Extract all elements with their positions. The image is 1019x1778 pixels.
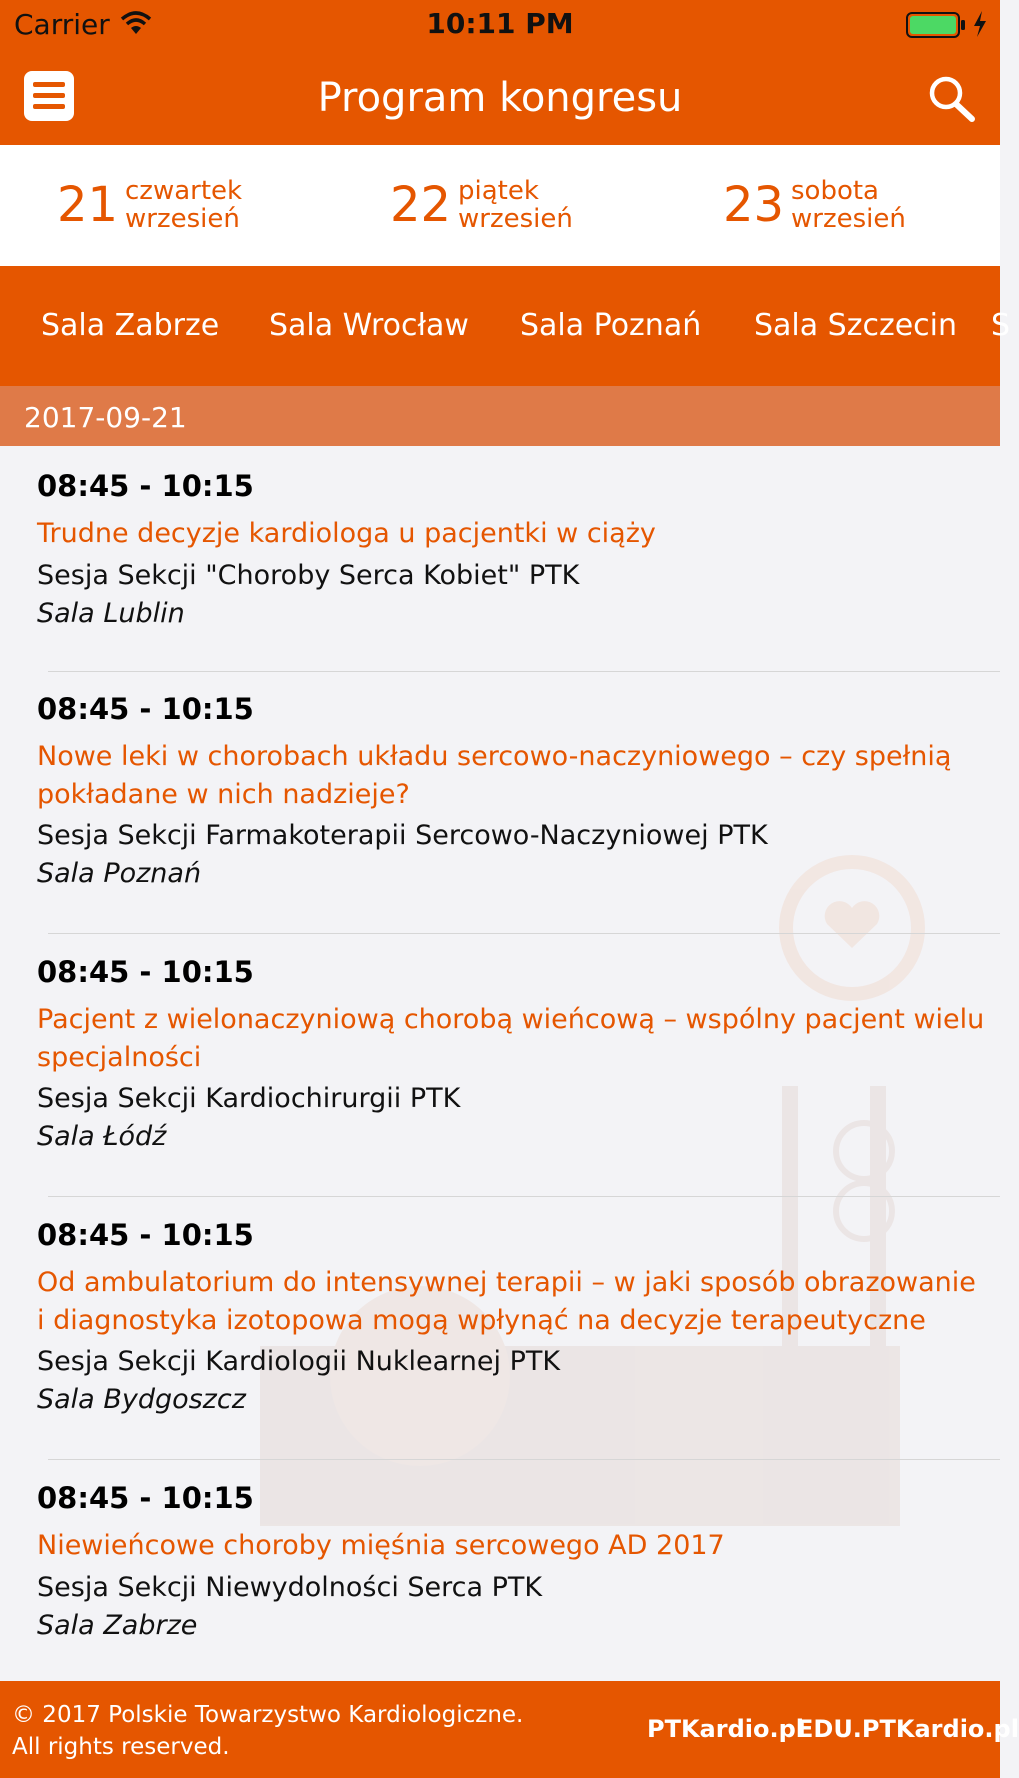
session-title: Nowe leki w chorobach układu sercowo-naczyniowego – czy spełnią pokładane w nich nadzieje? [37,741,952,810]
copyright-line: © 2017 Polskie Towarzystwo Kardiologiczne. [12,1702,524,1728]
edu-ptkardio-link[interactable]: EDU.PTKardio.pl [797,1715,1019,1743]
session-section: Sesja Sekcji Kardiologii Nuklearnej PTK [37,1346,561,1377]
list-item[interactable] [0,672,1000,934]
session-room: Sala Zabrze [37,1610,198,1641]
section-date-header [0,386,1000,446]
rights-line: All rights reserved. [12,1734,230,1760]
session-section: Sesja Sekcji "Choroby Serca Kobiet" PTK [37,560,580,591]
date-month: wrzesień [458,204,573,234]
list-item[interactable] [0,934,1000,1197]
date-weekday: czwartek [125,176,243,206]
search-icon[interactable] [926,74,976,124]
date-month: wrzesień [125,204,240,234]
date-month: wrzesień [791,204,906,234]
session-list[interactable] [0,446,1000,1681]
session-title: Trudne decyzje kardiologa u pacjentki w ciąży [37,518,656,549]
date-number: 21 [57,177,119,233]
session-section: Sesja Sekcji Farmakoterapii Sercowo-Naczyniowej PTK [37,820,768,851]
session-room: Sala Łódź [37,1121,167,1152]
session-time: 08:45 - 10:15 [37,469,254,503]
status-bar [0,0,1000,50]
room-tabs[interactable] [0,266,1011,386]
footer-copyright [12,1699,523,1763]
session-time: 08:45 - 10:15 [37,692,254,726]
session-time: 08:45 - 10:15 [37,1218,254,1252]
section-date: 2017-09-21 [24,401,187,434]
date-selector [0,145,1000,266]
session-room: Sala Lublin [37,598,185,629]
tab-sala-poznan[interactable]: Sala Poznań [520,308,702,343]
carrier-label: Carrier [14,8,110,41]
tab-next-room[interactable]: S [991,308,1011,343]
date-number: 23 [723,177,785,233]
charging-bolt-icon [972,10,988,42]
list-item[interactable] [0,446,1000,672]
ptkardio-link[interactable]: PTKardio.pl [647,1715,805,1743]
status-time: 10:11 PM [426,7,574,40]
tab-sala-wroclaw[interactable]: Sala Wrocław [269,308,469,343]
session-title: Od ambulatorium do intensywnej terapii – w jaki sposób obrazowanie i diagnostyka izotopowa mogą wpłynąć na decyzje terapeutyczne [37,1267,976,1336]
list-item[interactable] [0,1460,1000,1681]
session-title: Pacjent z wielonaczyniową chorobą wieńcową – wspólny pacjent wielu specjalności [37,1004,985,1073]
footer [0,1681,1019,1778]
date-item-22[interactable] [390,175,620,235]
tab-sala-szczecin[interactable]: Sala Szczecin [754,308,958,343]
list-item[interactable] [0,1197,1000,1460]
session-section: Sesja Sekcji Kardiochirurgii PTK [37,1083,461,1114]
date-number: 22 [390,177,452,233]
session-title: Niewieńcowe choroby mięśnia sercowego AD 2017 [37,1530,725,1561]
tab-sala-zabrze[interactable]: Sala Zabrze [41,308,220,343]
navigation-bar [0,50,1000,145]
session-room: Sala Poznań [37,858,202,889]
battery-icon [906,12,966,42]
date-weekday: sobota [791,176,879,206]
date-item-23[interactable] [723,175,953,235]
session-time: 08:45 - 10:15 [37,955,254,989]
session-section: Sesja Sekcji Niewydolności Serca PTK [37,1572,543,1603]
session-time: 08:45 - 10:15 [37,1481,254,1515]
date-item-21[interactable] [57,175,287,235]
date-weekday: piątek [458,176,539,206]
page-title: Program kongresu [317,75,683,121]
session-room: Sala Bydgoszcz [37,1384,246,1415]
